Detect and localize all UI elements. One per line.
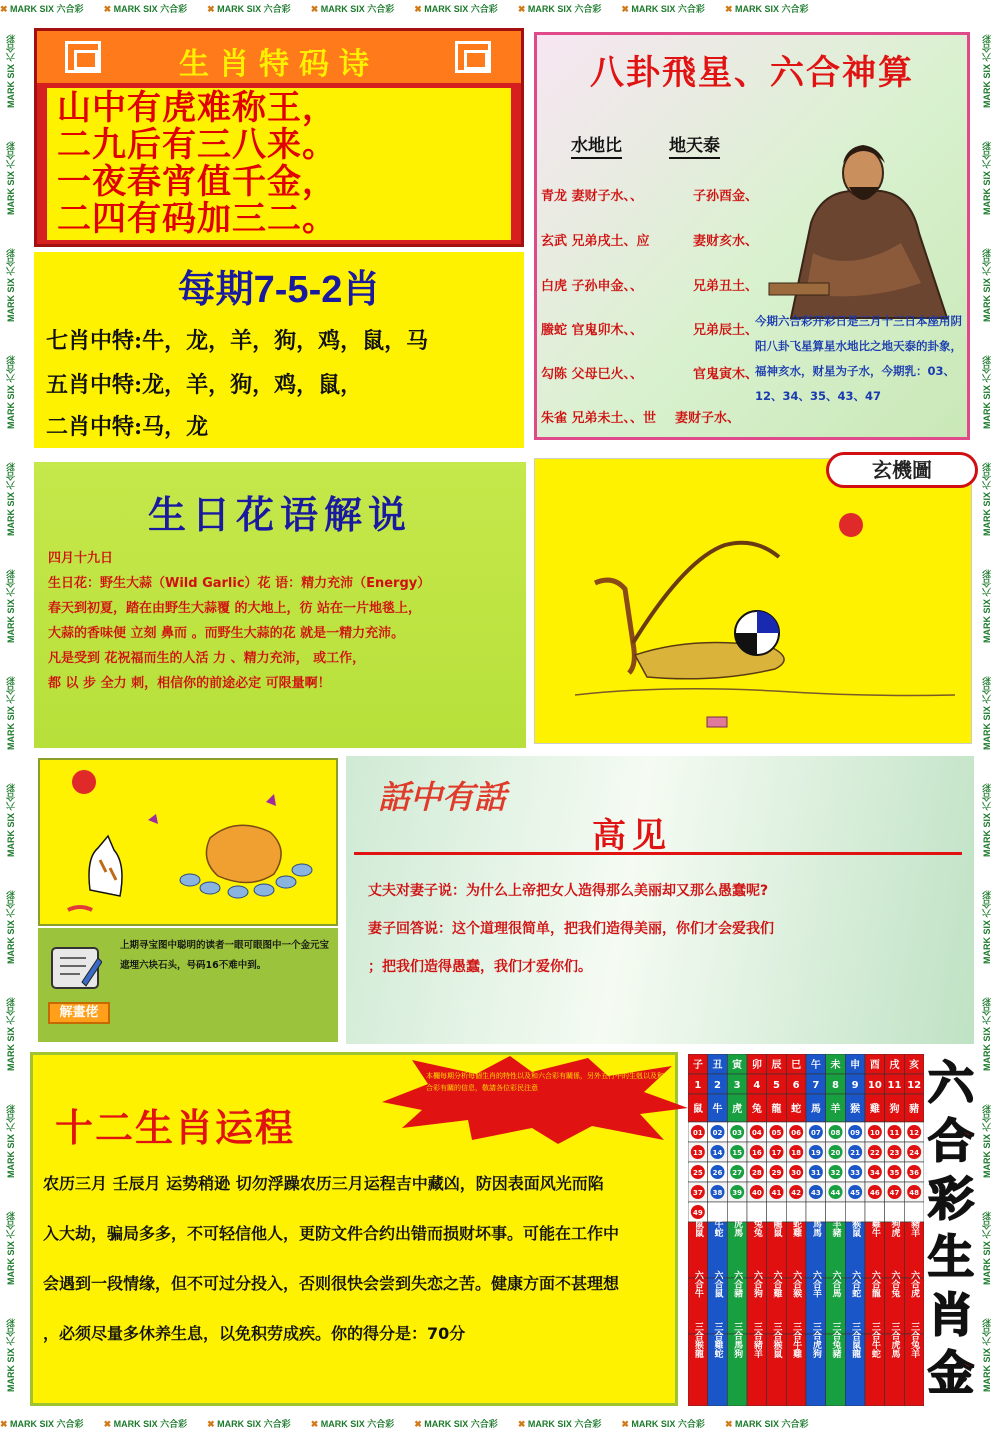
number-ball-text: 05	[771, 1129, 782, 1137]
border-label: ✖ MARK SIX 六合彩	[414, 1419, 498, 1429]
relation-text: 三合豬羊	[751, 1322, 762, 1358]
relation-text: 兔兔	[751, 1219, 762, 1237]
bagua-row-left: 白虎 子孙申金、、	[541, 279, 644, 294]
number-ball-text: 17	[771, 1149, 782, 1157]
xuanji-map-badge: 玄機圖	[826, 452, 978, 488]
table-header-text: 龍	[771, 1104, 782, 1115]
solution-badge: 解畫佬	[48, 1002, 110, 1024]
poem-line: 二四有码加三二。	[57, 199, 337, 239]
relation-text: 六合虎	[909, 1270, 920, 1298]
table-header-text: 羊	[830, 1104, 841, 1115]
bagua-row-left: 玄武 兄弟戌土、应	[541, 234, 650, 249]
table-header-text: 2	[714, 1080, 721, 1091]
border-label: MARK SIX 六合彩	[6, 890, 16, 965]
table-header-text: 酉	[869, 1060, 880, 1071]
number-ball-text: 22	[869, 1149, 880, 1157]
poem-line: 一夜春宵值千金，	[57, 162, 337, 202]
number-ball-text: 46	[869, 1189, 880, 1197]
border-label: MARK SIX 六合彩	[982, 1104, 992, 1179]
border-label: MARK SIX 六合彩	[982, 355, 992, 430]
number-ball-text: 42	[791, 1189, 802, 1197]
relation-text: 三合馬狗	[732, 1322, 743, 1358]
golden-title-char: 六	[928, 1056, 974, 1110]
number-ball-text: 13	[692, 1149, 703, 1157]
joke-body	[368, 872, 968, 986]
fortune-line: 会遇到一段情缘，但不可过分投入，否则很快会尝到失恋之苦。健康方面不甚理想	[43, 1274, 620, 1293]
number-ball-text: 47	[889, 1189, 900, 1197]
joke-line: 丈夫对妻子说：为什么上帝把女人造得那么美丽却又那么愚蠢呢?	[368, 883, 769, 899]
golden-title-char: 肖	[928, 1288, 974, 1342]
number-ball-text: 25	[692, 1169, 703, 1177]
table-header-text: 丑	[712, 1060, 723, 1071]
birthday-flower-panel	[34, 462, 526, 748]
relation-text: 六合猴	[791, 1270, 802, 1298]
number-ball-text: 43	[810, 1189, 821, 1197]
border-label: MARK SIX 六合彩	[6, 1104, 16, 1179]
number-ball-text: 29	[771, 1169, 782, 1177]
table-header-text: 未	[830, 1060, 841, 1071]
relation-text: 六合雞	[771, 1270, 782, 1298]
joke-divider	[354, 852, 962, 855]
joke-line: 妻子回答说：这个道理很简单，把我们造得美丽，你们才会爱我们	[368, 921, 774, 937]
mystery-picture-panel	[534, 458, 972, 744]
table-header-text: 豬	[909, 1104, 920, 1115]
fortune-line: 农历三月 壬辰月 运势稍逊 切勿浮躁农历三月运程吉中藏凶，防因表面风光而陷	[43, 1174, 604, 1193]
bagua-row-right: 官鬼寅木、	[693, 367, 759, 382]
table-header-text: 申	[850, 1060, 861, 1071]
table-header-text: 巳	[791, 1060, 802, 1071]
border-label: MARK SIX 六合彩	[982, 1318, 992, 1393]
flower-line: 生日花：野生大蒜（Wild Garlic）花 语：精力充沛（Energy）	[48, 576, 431, 591]
zodiac-table-grid	[688, 1054, 924, 1406]
bagua-column-heading: 地天泰	[669, 131, 720, 156]
zodiac-reference-table	[688, 1054, 924, 1406]
bagua-row-left: 青龙 妻财子水、、	[541, 189, 644, 204]
relation-text: 六合豬	[732, 1270, 743, 1298]
number-ball-text: 48	[909, 1189, 920, 1197]
number-ball-text: 12	[909, 1129, 920, 1137]
sage-portrait-illustration	[751, 133, 967, 323]
solution-text: 上期寻宝图中聪明的读者一眼可眼图中一个金元宝遮埋六块石头，号码16不难中到。	[120, 940, 330, 971]
number-ball-text: 11	[889, 1129, 900, 1137]
relation-text: 六合兔	[889, 1270, 900, 1298]
bagua-column-heading: 水地比	[571, 131, 622, 156]
fortune-title: 十二生肖运程	[55, 1105, 296, 1150]
bagua-row-left: 勾陈 父母巳火、、	[541, 367, 644, 382]
table-header-text: 辰	[771, 1060, 782, 1071]
table-header-text: 蛇	[791, 1104, 802, 1115]
relation-text: 三合牛雞	[791, 1322, 802, 1358]
number-ball-text: 10	[869, 1129, 880, 1137]
table-header-text: 卯	[751, 1060, 762, 1071]
table-header-text: 牛	[712, 1104, 723, 1115]
border-label: ✖ MARK SIX 六合彩	[310, 1419, 395, 1429]
border-label: ✖ MARK SIX 六合彩	[517, 4, 602, 14]
relation-text: 猴鼠	[850, 1219, 861, 1237]
border-label: MARK SIX 六合彩	[6, 355, 16, 430]
flower-line: 凡是受到 花祝福而生的人活 力 、精力充沛， 或工作，	[48, 651, 366, 666]
bagua-row-right: 妻财亥水、	[693, 234, 759, 249]
relation-text: 虎馬	[732, 1219, 743, 1237]
number-ball-text: 09	[850, 1129, 861, 1137]
number-ball-text: 24	[909, 1149, 920, 1157]
relation-text: 三合兔羊	[909, 1322, 920, 1358]
number-ball-text: 06	[791, 1129, 802, 1137]
fortune-line: ，必须尽量多休养生息，以免积劳成疾。你的得分是：70分	[43, 1324, 466, 1343]
number-ball-text: 16	[751, 1149, 762, 1157]
border-label: ✖ MARK SIX 六合彩	[0, 1419, 84, 1429]
solution-panel	[38, 928, 338, 1042]
poem-line: 二九后有三八来。	[57, 125, 337, 165]
bagua-row-left: 螣蛇 官鬼卯木、、	[541, 323, 644, 338]
poem-frame-icon-right	[455, 41, 491, 73]
relation-text: 三合猴鼠	[771, 1322, 782, 1358]
number-ball-text: 38	[712, 1189, 723, 1197]
table-header-text: 7	[812, 1080, 820, 1091]
fortune-body	[43, 1159, 671, 1359]
relation-text: 龍鼠	[771, 1219, 782, 1237]
number-ball-text: 19	[810, 1149, 821, 1157]
bagua-row-right: 兄弟辰土、	[693, 323, 759, 338]
relation-text: 三合鼠龍	[850, 1322, 861, 1358]
number-ball-text: 34	[869, 1169, 880, 1177]
golden-title-char: 合	[928, 1114, 974, 1168]
border-label: MARK SIX 六合彩	[982, 462, 992, 537]
number-ball-text: 21	[850, 1149, 861, 1157]
zodiac-picks-title: 每期7-5-2肖	[177, 269, 381, 311]
table-header-text: 午	[810, 1060, 821, 1071]
number-ball-text: 40	[751, 1189, 762, 1197]
bagua-row-right: 兄弟丑土、	[693, 279, 759, 294]
border-label: MARK SIX 六合彩	[6, 1211, 16, 1286]
border-label: ✖ MARK SIX 六合彩	[414, 4, 498, 14]
bagua-row-left: 朱雀 兄弟未土、、世	[541, 411, 657, 426]
number-ball-text: 26	[712, 1169, 723, 1177]
border-label: MARK SIX 六合彩	[982, 676, 992, 751]
number-ball-text: 33	[850, 1169, 861, 1177]
relation-text: 馬馬	[810, 1219, 821, 1237]
number-ball-text: 27	[732, 1169, 743, 1177]
flower-line: 春天到初夏，踏在由野生大蒜覆 的大地上，彷 站在一片地毯上，	[48, 601, 422, 616]
relation-text: 六合龍	[869, 1270, 880, 1298]
table-header-text: 馬	[810, 1104, 821, 1115]
number-ball-text: 39	[732, 1189, 743, 1197]
joke-panel	[346, 756, 974, 1044]
table-header-text: 10	[867, 1080, 882, 1091]
relation-text: 雞牛	[869, 1219, 880, 1237]
relation-text: 三合牛蛇	[869, 1322, 880, 1358]
border-label: MARK SIX 六合彩	[982, 783, 992, 858]
flower-body	[48, 546, 518, 696]
golden-title-char: 生	[928, 1230, 974, 1284]
right-border-strip	[976, 18, 998, 1415]
number-ball-text: 23	[889, 1149, 900, 1157]
treasure-picture-illustration	[40, 760, 336, 924]
table-header-text: 8	[832, 1080, 839, 1091]
poem-frame-icon-left	[65, 41, 101, 73]
table-header-text: 猴	[850, 1104, 861, 1115]
table-header-text: 9	[851, 1080, 859, 1091]
border-label: ✖ MARK SIX 六合彩	[0, 4, 84, 14]
number-ball-text: 31	[810, 1169, 821, 1177]
table-header-text: 12	[907, 1080, 922, 1091]
poem-header	[37, 31, 521, 83]
border-label: ✖ MARK SIX 六合彩	[724, 1419, 809, 1429]
relation-text: 六合鼠	[712, 1270, 723, 1298]
relation-text: 狗虎	[889, 1219, 900, 1237]
two-zodiac-line: 二肖中特:马，龙	[46, 414, 209, 440]
table-header-text: 雞	[869, 1104, 880, 1115]
number-ball-text: 02	[712, 1129, 723, 1137]
number-ball-text: 30	[791, 1169, 802, 1177]
relation-text: 三合虎馬	[889, 1322, 900, 1358]
relation-text: 六合蛇	[850, 1270, 861, 1298]
relation-text: 鼠鼠	[692, 1219, 703, 1237]
relation-text: 牛蛇	[712, 1219, 723, 1237]
golden-title-char: 金	[928, 1346, 974, 1400]
border-label: MARK SIX 六合彩	[982, 997, 992, 1072]
table-header-text: 6	[792, 1080, 800, 1091]
border-label: ✖ MARK SIX 六合彩	[103, 1419, 188, 1429]
relation-text: 三合兔豬	[830, 1322, 841, 1358]
table-header-text: 鼠	[692, 1104, 703, 1115]
relation-text: 羊豬	[830, 1219, 841, 1237]
poem-body	[47, 88, 511, 240]
table-header-text: 狗	[889, 1104, 900, 1115]
number-ball-text: 49	[692, 1209, 703, 1217]
relation-text: 豬羊	[909, 1219, 920, 1237]
border-label: ✖ MARK SIX 六合彩	[724, 4, 809, 14]
number-ball-text: 28	[751, 1169, 762, 1177]
number-ball-text: 37	[692, 1189, 703, 1197]
five-zodiac-line: 五肖中特:龙，羊，狗，鸡，鼠，	[46, 372, 363, 398]
joke-subtitle: 高见	[592, 816, 672, 856]
border-label: ✖ MARK SIX 六合彩	[207, 4, 291, 14]
bottom-border-strip	[0, 1415, 998, 1433]
border-label: ✖ MARK SIX 六合彩	[517, 1419, 602, 1429]
table-header-text: 亥	[909, 1060, 920, 1071]
bagua-row-right: 妻财子水、	[675, 411, 741, 426]
golden-theory-title	[926, 1054, 976, 1406]
poem-line: 山中有虎难称王，	[57, 88, 337, 128]
border-label: MARK SIX 六合彩	[982, 248, 992, 323]
border-label: MARK SIX 六合彩	[6, 462, 16, 537]
treasure-picture-panel	[38, 758, 338, 926]
notebook-pen-icon	[50, 944, 102, 992]
relation-text: 六合馬	[830, 1270, 841, 1298]
bagua-panel	[534, 32, 970, 440]
number-ball-text: 08	[830, 1129, 841, 1137]
table-header-text: 5	[773, 1080, 780, 1091]
flower-line: 都 以 步 全力 刺，相信你的前途必定 可限量啊！	[48, 676, 331, 691]
number-ball-text: 35	[889, 1169, 900, 1177]
zodiac-poem-panel	[34, 28, 524, 247]
number-ball-text: 15	[732, 1149, 743, 1157]
border-label: MARK SIX 六合彩	[6, 248, 16, 323]
border-label: MARK SIX 六合彩	[6, 783, 16, 858]
left-border-strip	[0, 18, 22, 1415]
border-label: MARK SIX 六合彩	[982, 1211, 992, 1286]
flower-title: 生日花语解说	[147, 492, 412, 537]
relation-text: 三合雞蛇	[712, 1322, 723, 1358]
border-label: MARK SIX 六合彩	[6, 569, 16, 644]
table-header-text: 11	[887, 1080, 902, 1091]
border-label: MARK SIX 六合彩	[6, 141, 16, 216]
border-label: ✖ MARK SIX 六合彩	[310, 4, 395, 14]
number-ball-text: 07	[810, 1129, 821, 1137]
border-label: MARK SIX 六合彩	[6, 997, 16, 1072]
golden-title-char: 彩	[928, 1172, 974, 1226]
relation-text: 三合虎狗	[810, 1322, 821, 1358]
table-header-text: 1	[694, 1080, 702, 1091]
mystery-picture-illustration	[535, 459, 972, 744]
border-label: MARK SIX 六合彩	[982, 34, 992, 109]
relation-text: 六合牛	[692, 1270, 703, 1298]
number-ball-text: 44	[830, 1189, 841, 1197]
border-label: ✖ MARK SIX 六合彩	[621, 4, 705, 14]
bagua-row-right: 子孙酉金、	[693, 189, 759, 204]
number-ball-text: 18	[791, 1149, 802, 1157]
table-header-text: 虎	[732, 1104, 743, 1115]
bagua-title: 八卦飛星、六合神算	[590, 53, 914, 93]
number-ball-text: 32	[830, 1169, 841, 1177]
top-border-strip	[0, 0, 998, 18]
table-header-text: 4	[753, 1080, 761, 1091]
poem-title: 生肖特码诗	[179, 47, 379, 82]
number-ball-text: 41	[771, 1189, 782, 1197]
joke-title: 話中有話	[378, 778, 507, 816]
joke-line: ；把我们造得愚蠢，我们才爱你们。	[368, 959, 592, 975]
number-ball-text: 14	[712, 1149, 723, 1157]
seven-zodiac-line: 七肖中特:牛，龙，羊，狗，鸡，鼠，马	[46, 328, 429, 354]
number-ball-text: 45	[850, 1189, 861, 1197]
border-label: MARK SIX 六合彩	[6, 1318, 16, 1393]
flower-line: 大蒜的香味便 立刻 鼻而 。而野生大蒜的花 就是一精力充沛。	[48, 626, 405, 641]
table-header-text: 子	[692, 1060, 703, 1071]
number-ball-text: 03	[732, 1129, 743, 1137]
table-header-text: 戌	[889, 1060, 900, 1071]
relation-text: 三合猴龍	[692, 1322, 703, 1358]
fortune-line: 入大劫，骗局多多，不可轻信他人，更防文件合约出错而损财坏事。可能在工作中	[43, 1224, 620, 1243]
bagua-note: 今期六合彩开彩日是三月十三日本座用阴阳八卦飞星算星水地比之地天泰的卦象，福神亥水，财星为子水，今期乳：03、12、34、35、43、47	[755, 314, 962, 403]
flower-line: 四月十九日	[48, 551, 114, 566]
relation-text: 六合狗	[751, 1270, 762, 1298]
border-label: MARK SIX 六合彩	[982, 569, 992, 644]
number-ball-text: 04	[751, 1129, 762, 1137]
border-label: ✖ MARK SIX 六合彩	[621, 1419, 705, 1429]
number-ball-text: 36	[909, 1169, 920, 1177]
relation-text: 六合羊	[810, 1270, 821, 1298]
border-label: ✖ MARK SIX 六合彩	[207, 1419, 291, 1429]
number-ball-text: 01	[692, 1129, 703, 1137]
border-label: ✖ MARK SIX 六合彩	[103, 4, 188, 14]
border-label: MARK SIX 六合彩	[982, 141, 992, 216]
zodiac-picks-panel	[34, 252, 524, 448]
number-ball-text: 20	[830, 1149, 841, 1157]
table-header-text: 寅	[732, 1060, 743, 1071]
border-label: MARK SIX 六合彩	[6, 34, 16, 109]
border-label: MARK SIX 六合彩	[982, 890, 992, 965]
border-label: MARK SIX 六合彩	[6, 676, 16, 751]
starburst-text: 本欄每期分析每個生肖的特性以及和六合彩有關係，另外五行中的生剋以及和六合彩有關的信息，敬請各位彩民注意	[426, 1072, 671, 1092]
table-header-text: 兔	[751, 1104, 762, 1115]
relation-text: 蛇雞	[791, 1219, 802, 1237]
table-header-text: 3	[733, 1080, 741, 1091]
